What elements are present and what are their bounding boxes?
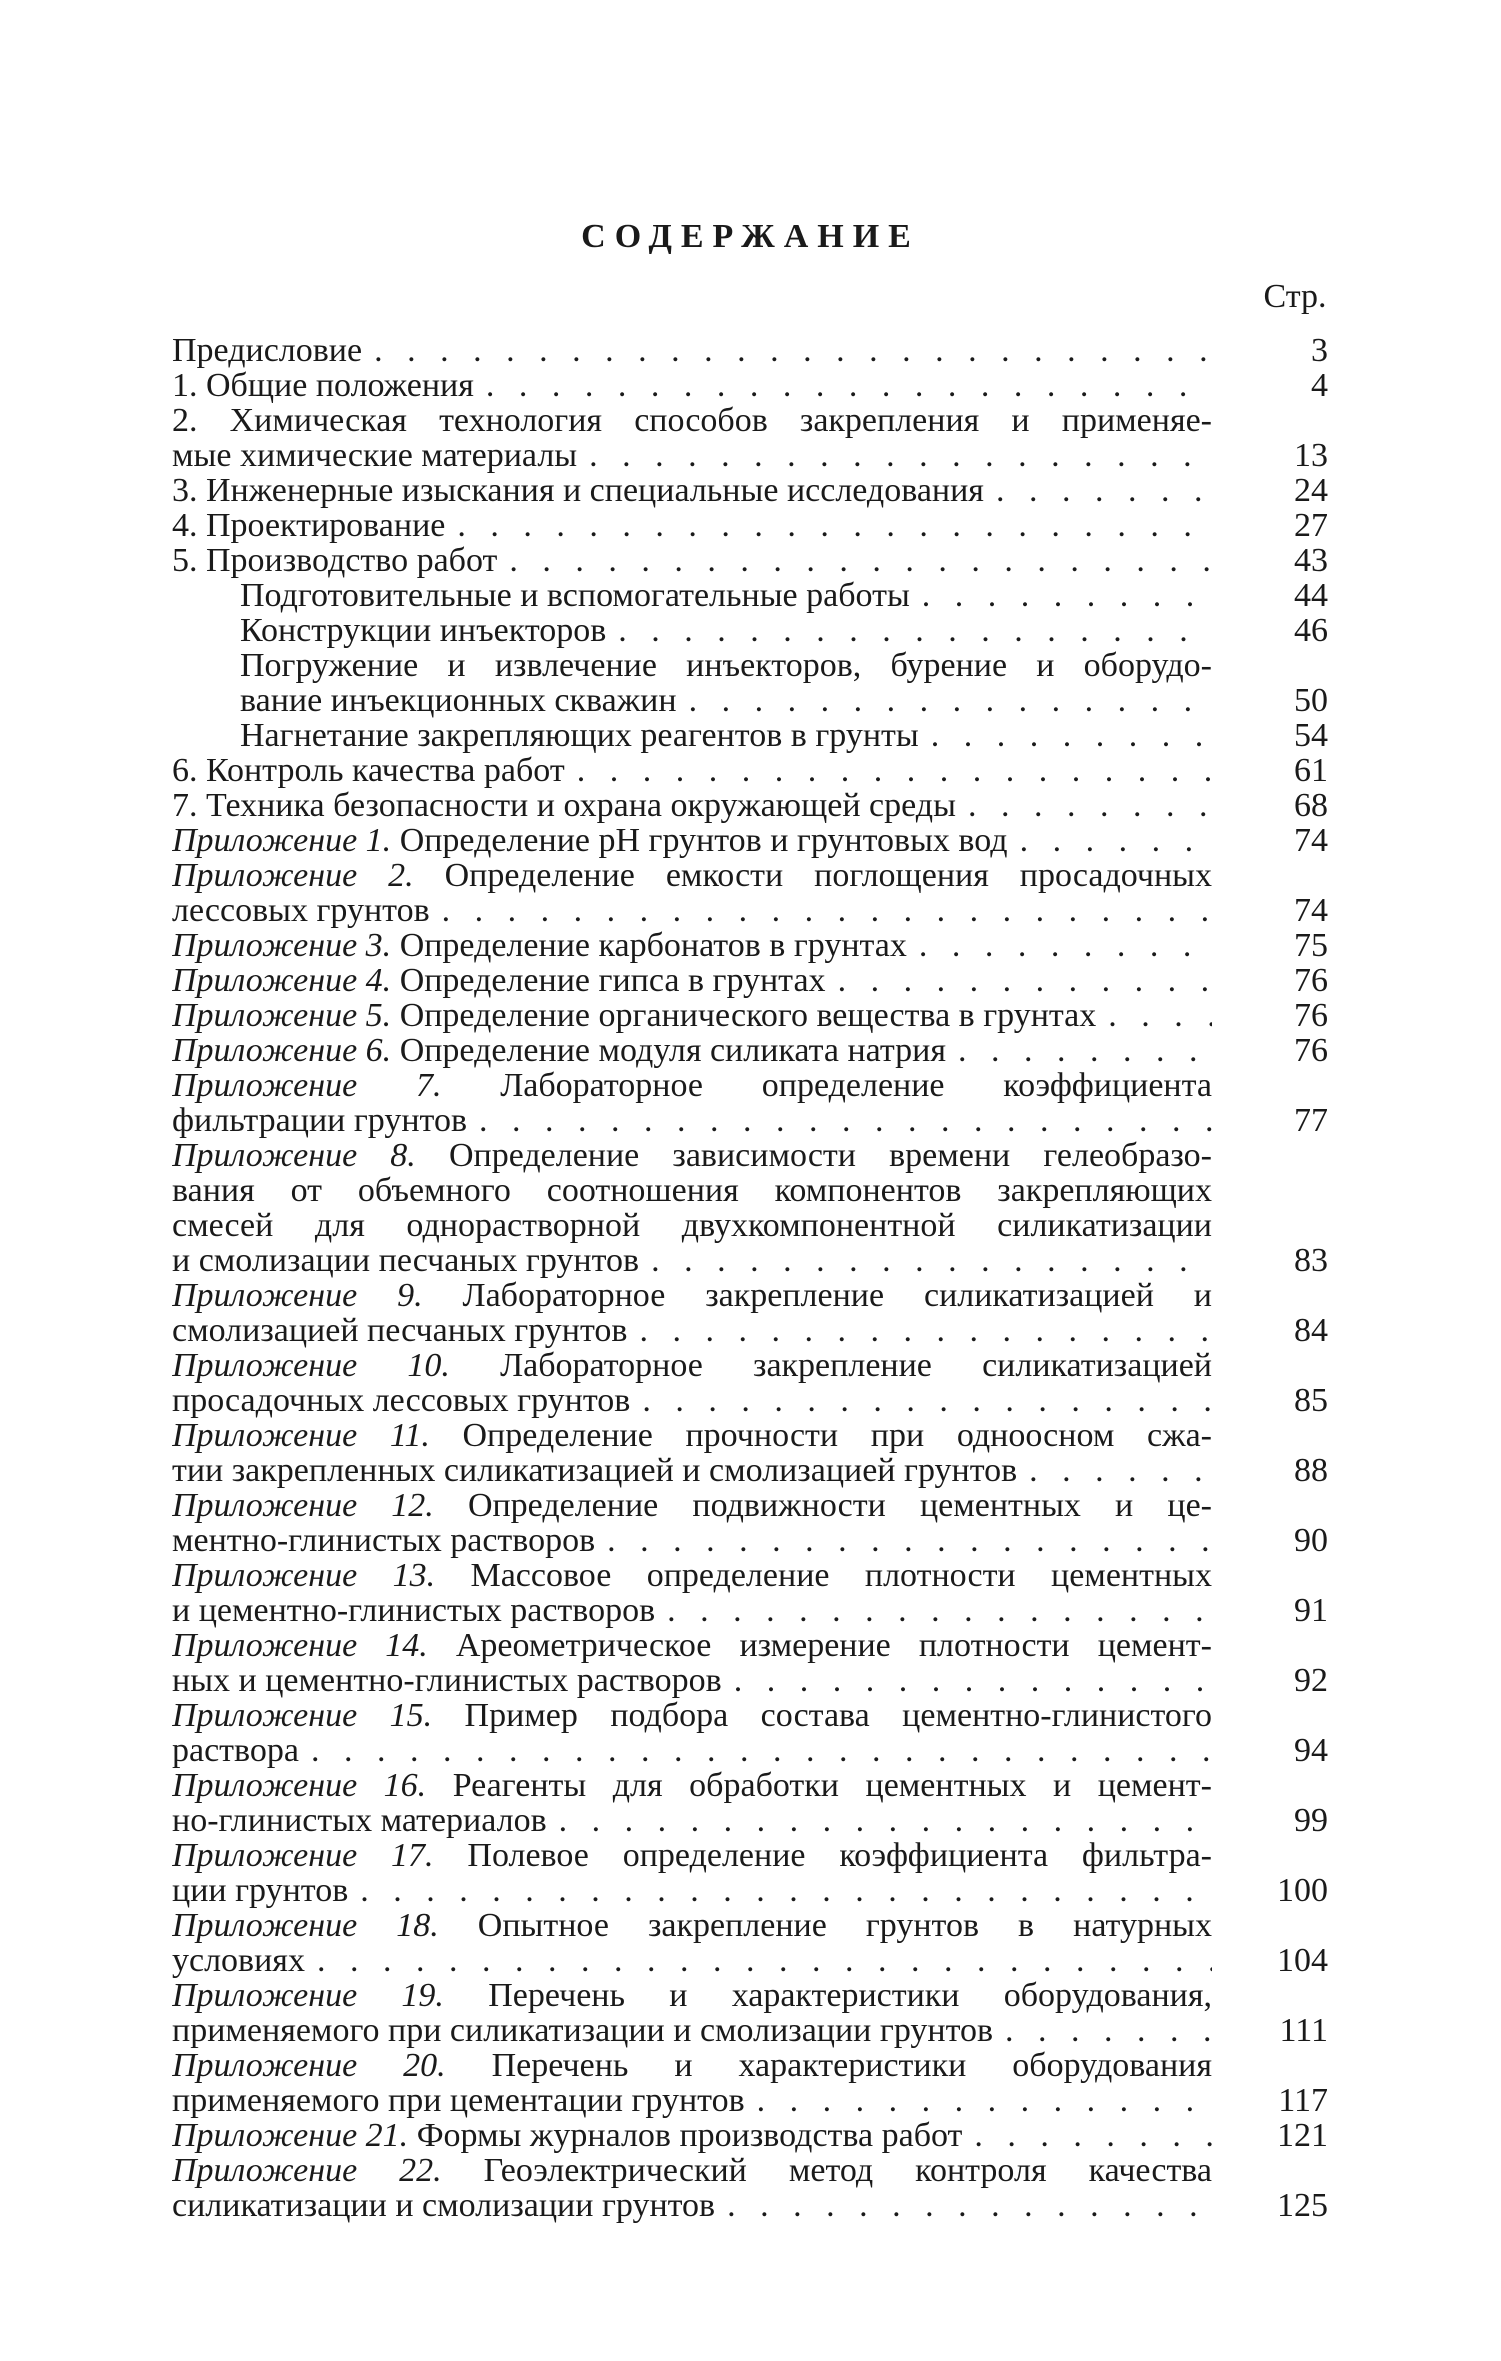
appendix-label: Приложение 6. [172, 1033, 392, 1068]
toc-entry-line: Приложение 19. Перечень и характеристики оборудования, [172, 1978, 1212, 2013]
dot-leader [958, 1033, 1212, 1068]
toc-entry-line: вания от объемного соотношения компонентов закрепляющих [172, 1173, 1212, 1208]
dot-leader [486, 368, 1212, 403]
appendix-label: Приложение 1. [172, 823, 392, 858]
toc-entry [172, 2118, 1340, 2153]
toc-entry-page: 44 [1294, 577, 1328, 614]
dot-leader [1020, 823, 1212, 858]
toc-entry-line: Приложение 11. Определение прочности при одноосном сжа- [172, 1418, 1212, 1453]
toc-entry-page: 76 [1294, 1032, 1328, 1069]
dot-leader [931, 718, 1212, 753]
toc-entry-line: 7. Техника безопасности и охрана окружающей среды . . . [172, 788, 1212, 823]
appendix-label: Приложение 9. [172, 1278, 423, 1313]
appendix-label: Приложение 19. [172, 1978, 444, 2013]
toc-entry-title [172, 1908, 1212, 1978]
toc-entry-title [172, 998, 1212, 1033]
toc-entry-line: Конструкции инъекторов . . . [240, 613, 1212, 648]
toc-entry-title [172, 1628, 1212, 1698]
toc-entry-page: 100 [1277, 1872, 1328, 1909]
toc-entry-line: Нагнетание закрепляющих реагентов в грунты . . . [240, 718, 1212, 753]
appendix-label: Приложение 4. [172, 963, 392, 998]
dot-leader [757, 2083, 1212, 2118]
dot-leader [311, 1733, 1212, 1768]
dot-leader [457, 508, 1212, 543]
toc-entry-line: 1. Общие положения . . . [172, 368, 1212, 403]
toc-entry-title [172, 543, 1212, 578]
toc-entry-line: Подготовительные и вспомогательные работы . . . [240, 578, 1212, 613]
toc-entry-line: Приложение 7. Лабораторное определение коэффициента [172, 1068, 1212, 1103]
toc-entry-page: 104 [1277, 1942, 1328, 1979]
toc-entry-page: 46 [1294, 612, 1328, 649]
table-of-contents [172, 333, 1340, 2223]
page-title: СОДЕРЖАНИЕ [581, 218, 920, 255]
toc-entry-page: 76 [1294, 997, 1328, 1034]
dot-leader [1005, 2013, 1212, 2048]
toc-entry-line: но-глинистых материалов . . . [172, 1803, 1212, 1838]
toc-entry-title [172, 963, 1212, 998]
dot-leader [442, 893, 1212, 928]
toc-entry-line: Приложение 4. Определение гипса в грунтах . . . [172, 963, 1212, 998]
dot-leader [689, 683, 1212, 718]
toc-entry-line: Погружение и извлечение инъекторов, бурение и оборудо- [240, 648, 1212, 683]
toc-entry-line: Приложение 6. Определение модуля силиката натрия . . . [172, 1033, 1212, 1068]
toc-entry [172, 1908, 1340, 1978]
toc-entry-title [172, 1138, 1212, 1278]
toc-entry-title [172, 1768, 1212, 1838]
toc-entry-line: Приложение 10. Лабораторное закрепление силикатизацией [172, 1348, 1212, 1383]
dot-leader [577, 753, 1212, 788]
toc-entry-title [172, 473, 1212, 508]
toc-entry-title [172, 1068, 1212, 1138]
toc-entry [172, 1628, 1340, 1698]
toc-entry-page: 84 [1294, 1312, 1328, 1349]
toc-entry-title [172, 578, 1212, 613]
toc-entry-title [172, 753, 1212, 788]
appendix-label: Приложение 10. [172, 1348, 450, 1383]
toc-entry-title [172, 1488, 1212, 1558]
toc-entry-page: 68 [1294, 787, 1328, 824]
toc-entry-page: 111 [1279, 2012, 1328, 2049]
toc-entry-line: Приложение 3. Определение карбонатов в грунтах . . . [172, 928, 1212, 963]
toc-entry [172, 1698, 1340, 1768]
toc-entry-line: Приложение 9. Лабораторное закрепление силикатизацией и [172, 1278, 1212, 1313]
dot-leader [607, 1523, 1212, 1558]
appendix-label: Приложение 17. [172, 1838, 434, 1873]
appendix-label: Приложение 15. [172, 1698, 433, 1733]
dot-leader [968, 788, 1212, 823]
toc-entry-line: Приложение 5. Определение органического вещества в грунтах . . . [172, 998, 1212, 1033]
toc-entry-line: 6. Контроль качества работ . . . [172, 753, 1212, 788]
toc-entry-line: Приложение 16. Реагенты для обработки цементных и цемент- [172, 1768, 1212, 1803]
toc-entry-line: раствора . . . [172, 1733, 1212, 1768]
toc-entry [172, 1348, 1340, 1418]
appendix-label: Приложение 8. [172, 1138, 416, 1173]
toc-entry-title [172, 2153, 1212, 2223]
toc-entry [172, 718, 1340, 753]
appendix-label: Приложение 20. [172, 2048, 446, 2083]
toc-entry [172, 333, 1340, 368]
toc-entry-line: вание инъекционных скважин . . . [240, 683, 1212, 718]
toc-entry [172, 368, 1340, 403]
toc-entry-page: 91 [1294, 1592, 1328, 1629]
toc-entry-page: 4 [1311, 367, 1328, 404]
dot-leader [1029, 1453, 1212, 1488]
dot-leader [996, 473, 1212, 508]
toc-entry-line: фильтрации грунтов . . . [172, 1103, 1212, 1138]
toc-entry-page: 90 [1294, 1522, 1328, 1559]
toc-entry-line: лессовых грунтов . . . [172, 893, 1212, 928]
toc-entry [172, 858, 1340, 928]
toc-entry-title [172, 1978, 1212, 2048]
toc-entry-page: 77 [1294, 1102, 1328, 1139]
toc-entry-line: 5. Производство работ . . . [172, 543, 1212, 578]
toc-entry-title [172, 2048, 1212, 2118]
toc-entry-page: 125 [1277, 2187, 1328, 2224]
toc-entry-line: 4. Проектирование . . . [172, 508, 1212, 543]
toc-entry [172, 1838, 1340, 1908]
toc-entry [172, 648, 1340, 718]
toc-entry [172, 928, 1340, 963]
toc-entry-title [172, 928, 1212, 963]
toc-entry-line: Приложение 15. Пример подбора состава цементно-глинистого [172, 1698, 1212, 1733]
toc-entry-line: ции грунтов . . . [172, 1873, 1212, 1908]
appendix-label: Приложение 21. [172, 2118, 409, 2153]
toc-entry-line: мые химические материалы . . . [172, 438, 1212, 473]
dot-leader [618, 613, 1212, 648]
dot-leader [727, 2188, 1212, 2223]
toc-entry-page: 75 [1294, 927, 1328, 964]
toc-entry-title [172, 613, 1212, 648]
toc-entry [172, 1278, 1340, 1348]
dot-leader [559, 1803, 1212, 1838]
toc-entry-title [172, 1348, 1212, 1418]
toc-entry-page: 99 [1294, 1802, 1328, 1839]
appendix-label: Приложение 5. [172, 998, 392, 1033]
toc-entry-page: 121 [1277, 2117, 1328, 2154]
toc-entry [172, 753, 1340, 788]
toc-entry-line: Приложение 1. Определение рН грунтов и грунтовых вод . . . [172, 823, 1212, 858]
dot-leader [317, 1943, 1212, 1978]
appendix-label: Приложение 18. [172, 1908, 439, 1943]
dot-leader [922, 578, 1212, 613]
toc-entry-page: 92 [1294, 1662, 1328, 1699]
toc-entry-title [172, 1698, 1212, 1768]
toc-entry [172, 823, 1340, 858]
toc-entry-page: 76 [1294, 962, 1328, 999]
toc-entry-line: и цементно-глинистых растворов . . . [172, 1593, 1212, 1628]
toc-entry [172, 1978, 1340, 2048]
toc-entry-line: условиях . . . [172, 1943, 1212, 1978]
toc-entry-line: Приложение 12. Определение подвижности цементных и це- [172, 1488, 1212, 1523]
toc-entry-line: Приложение 17. Полевое определение коэффициента фильтра- [172, 1838, 1212, 1873]
dot-leader [651, 1243, 1212, 1278]
toc-entry-page: 61 [1294, 752, 1328, 789]
toc-entry-line: применяемого при цементации грунтов . . . [172, 2083, 1212, 2118]
toc-entry-title [172, 858, 1212, 928]
toc-entry-line: Приложение 8. Определение зависимости времени гелеобразо- [172, 1138, 1212, 1173]
toc-entry-title [172, 403, 1212, 473]
toc-entry-line: Приложение 14. Ареометрическое измерение плотности цемент- [172, 1628, 1212, 1663]
appendix-label: Приложение 11. [172, 1418, 430, 1453]
toc-entry-title [172, 2118, 1212, 2153]
toc-entry [172, 473, 1340, 508]
toc-entry [172, 2048, 1340, 2118]
toc-entry-title [172, 1838, 1212, 1908]
toc-entry [172, 1033, 1340, 1068]
toc-entry-page: 43 [1294, 542, 1328, 579]
toc-entry-line: Приложение 2. Определение емкости поглощения просадочных [172, 858, 1212, 893]
appendix-label: Приложение 12. [172, 1488, 434, 1523]
toc-entry [172, 403, 1340, 473]
toc-entry-line: Приложение 22. Геоэлектрический метод контроля качества [172, 2153, 1212, 2188]
toc-entry [172, 1418, 1340, 1488]
toc-entry [172, 1068, 1340, 1138]
toc-entry [172, 578, 1340, 613]
toc-entry-page: 27 [1294, 507, 1328, 544]
appendix-label: Приложение 16. [172, 1768, 427, 1803]
toc-entry [172, 1488, 1340, 1558]
toc-entry [172, 508, 1340, 543]
toc-entry-line: ментно-глинистых растворов . . . [172, 1523, 1212, 1558]
toc-entry-line: применяемого при силикатизации и смолизации грунтов . . . [172, 2013, 1212, 2048]
toc-entry-line: Приложение 20. Перечень и характеристики оборудования [172, 2048, 1212, 2083]
toc-entry-line: 2. Химическая технология способов закрепления и применяе- [172, 403, 1212, 438]
appendix-label: Приложение 2. [172, 858, 414, 893]
dot-leader [974, 2118, 1212, 2153]
toc-entry-title [172, 1033, 1212, 1068]
toc-entry-line: смолизацией песчаных грунтов . . . [172, 1313, 1212, 1348]
toc-entry-page: 74 [1294, 892, 1328, 929]
toc-entry-title [172, 648, 1212, 718]
dot-leader [919, 928, 1212, 963]
toc-entry-title [172, 1278, 1212, 1348]
toc-entry-page: 50 [1294, 682, 1328, 719]
toc-entry-page: 83 [1294, 1242, 1328, 1279]
dot-leader [838, 963, 1212, 998]
appendix-label: Приложение 7. [172, 1068, 442, 1103]
dot-leader [509, 543, 1212, 578]
page-column-label: Стр. [1263, 278, 1327, 315]
toc-entry-line: Приложение 13. Массовое определение плотности цементных [172, 1558, 1212, 1593]
toc-entry [172, 998, 1340, 1033]
dot-leader [734, 1663, 1212, 1698]
dot-leader [374, 333, 1212, 368]
toc-entry-line: тии закрепленных силикатизацией и смолизацией грунтов . . . [172, 1453, 1212, 1488]
dot-leader [360, 1873, 1212, 1908]
toc-entry-page: 3 [1311, 332, 1328, 369]
toc-entry [172, 963, 1340, 998]
toc-entry-line: силикатизации и смолизации грунтов . . . [172, 2188, 1212, 2223]
toc-entry-page: 24 [1294, 472, 1328, 509]
toc-entry-page: 117 [1278, 2082, 1328, 2119]
toc-entry [172, 613, 1340, 648]
toc-entry-line: просадочных лессовых грунтов . . . [172, 1383, 1212, 1418]
appendix-label: Приложение 13. [172, 1558, 436, 1593]
toc-entry-page: 94 [1294, 1732, 1328, 1769]
dot-leader [479, 1103, 1212, 1138]
toc-entry-line: Предисловие . . . [172, 333, 1212, 368]
appendix-label: Приложение 3. [172, 928, 392, 963]
toc-entry-title [172, 718, 1212, 753]
toc-entry-title [172, 333, 1212, 368]
toc-entry-page: 54 [1294, 717, 1328, 754]
toc-entry-line: ных и цементно-глинистых растворов . . . [172, 1663, 1212, 1698]
appendix-label: Приложение 22. [172, 2153, 442, 2188]
toc-entry [172, 543, 1340, 578]
toc-entry-title [172, 1418, 1212, 1488]
toc-entry [172, 1138, 1340, 1278]
dot-leader [1108, 998, 1212, 1033]
toc-entry [172, 788, 1340, 823]
toc-entry-line: Приложение 21. Формы журналов производства работ . . . [172, 2118, 1212, 2153]
toc-entry-line: и смолизации песчаных грунтов . . . [172, 1243, 1212, 1278]
toc-entry-page: 13 [1294, 437, 1328, 474]
toc-entry-line: Приложение 18. Опытное закрепление грунтов в натурных [172, 1908, 1212, 1943]
toc-entry-line: смесей для однорастворной двухкомпонентной силикатизации [172, 1208, 1212, 1243]
toc-entry-title [172, 368, 1212, 403]
toc-entry-title [172, 823, 1212, 858]
toc-entry-title [172, 1558, 1212, 1628]
dot-leader [642, 1383, 1212, 1418]
toc-entry [172, 2153, 1340, 2223]
toc-entry-page: 74 [1294, 822, 1328, 859]
toc-entry-title [172, 508, 1212, 543]
dot-leader [589, 438, 1212, 473]
toc-entry [172, 1558, 1340, 1628]
appendix-label: Приложение 14. [172, 1628, 428, 1663]
toc-entry [172, 1768, 1340, 1838]
dot-leader [667, 1593, 1212, 1628]
toc-entry-page: 88 [1294, 1452, 1328, 1489]
dot-leader [639, 1313, 1212, 1348]
toc-entry-title [172, 788, 1212, 823]
toc-entry-page: 85 [1294, 1382, 1328, 1419]
toc-entry-line: 3. Инженерные изыскания и специальные исследования . . . [172, 473, 1212, 508]
